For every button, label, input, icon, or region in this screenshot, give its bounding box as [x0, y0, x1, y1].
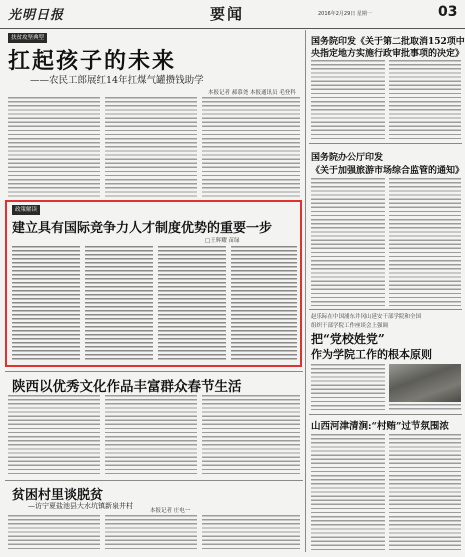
- story-headline: 山西河津清涧:“村贿”过节氛围浓: [311, 421, 449, 432]
- article-body-column: [105, 395, 197, 477]
- section-divider: [5, 371, 303, 372]
- notice-headline: 国务院办公厅印发: [311, 153, 384, 163]
- article-body-column: [202, 515, 300, 552]
- article-body-column: [8, 97, 100, 198]
- column-divider: [305, 30, 306, 552]
- article-byline: 本报记者 庄电一: [150, 508, 191, 514]
- notice-body-column: [311, 178, 385, 306]
- section-divider: [309, 143, 462, 144]
- notice-headline: 《关于加强旅游市场综合监管的通知》: [311, 166, 465, 176]
- story-headline: 作为学院工作的根本原则: [311, 348, 432, 361]
- page-number: 03: [438, 4, 458, 20]
- article-headline: 扛起孩子的未来: [8, 48, 177, 74]
- newspaper-masthead: 光明日报: [8, 8, 65, 23]
- section-divider: [309, 309, 462, 310]
- section-title: 要闻: [210, 5, 245, 23]
- article-body-column: [158, 246, 226, 362]
- article-byline: 本报记者 郝慕尧 本报通讯员 毛登科: [208, 90, 296, 96]
- article-body-column: [105, 515, 197, 552]
- notice-body-column: [389, 60, 461, 140]
- section-divider: [309, 414, 462, 415]
- notice-body-column: [389, 178, 461, 306]
- story-body-column: [311, 434, 385, 552]
- story-body-column: [311, 364, 385, 410]
- article-headline: 建立具有国际竞争力人才制度优势的重要一步: [12, 221, 273, 236]
- article-body-column: [8, 515, 100, 552]
- story-kicker: 赵乐际在中国浦东井冈山延安干部学院和全国: [311, 314, 422, 320]
- article-subhead: ——农民工郎展红14年扛煤气罐攒钱助学: [30, 75, 204, 86]
- article-body-column: [231, 246, 297, 362]
- article-badge: 扶贫攻坚典型: [8, 33, 47, 43]
- notice-headline: 国务院印发《关于第二批取消152项中: [311, 37, 465, 47]
- story-headline: 把“党校姓党”: [311, 332, 385, 346]
- section-divider: [5, 480, 303, 481]
- article-byline: □王辉耀 苗绿: [205, 238, 240, 244]
- notice-headline: 央指定地方实施行政审批事项的决定》: [311, 49, 465, 59]
- article-body-column: [202, 97, 300, 198]
- article-body-column: [85, 246, 153, 362]
- photo-caption: [389, 404, 461, 410]
- article-subhead: —访宁夏盐池县大水坑镇新泉井村: [28, 502, 133, 510]
- article-headline: 贫困村里谈脱贫: [12, 488, 104, 503]
- article-badge: 政策解读: [12, 205, 40, 215]
- article-body-column: [105, 97, 197, 198]
- article-body-column: [12, 246, 80, 362]
- news-photo: [389, 364, 461, 402]
- story-body-column: [389, 434, 461, 552]
- article-body-column: [8, 395, 100, 477]
- issue-date: 2016年2月29日 星期一: [318, 11, 372, 17]
- story-kicker: 组织干部学院工作座谈会上强调: [311, 323, 389, 329]
- notice-body-column: [311, 60, 385, 140]
- article-body-column: [202, 395, 300, 477]
- article-headline: 陕西以优秀文化作品丰富群众春节生活: [12, 379, 242, 395]
